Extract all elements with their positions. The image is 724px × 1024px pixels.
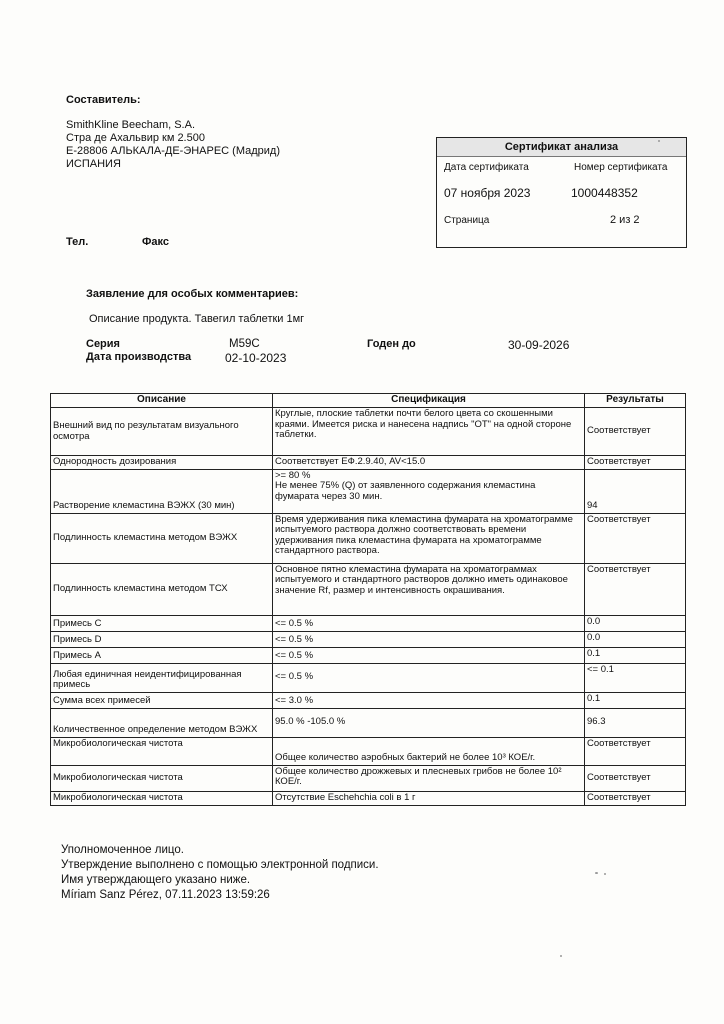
row-description: Микробиологическая чистота — [51, 791, 273, 805]
row-specification: >= 80 % Не менее 75% (Q) от заявленного содержания клемастина фумарата через 30 мин. — [273, 469, 585, 513]
production-value: 02-10-2023 — [225, 351, 287, 365]
row-specification: Общее количество дрожжевых и плесневых грибов не более 10² КОЕ/г. — [273, 765, 585, 791]
certificate-date-label: Дата сертификата — [444, 162, 529, 173]
row-description: Примесь D — [51, 631, 273, 647]
scan-speck — [604, 873, 606, 875]
row-result: Соответствует — [585, 563, 686, 615]
signature-line-3: Имя утверждающего указано ниже. — [61, 874, 251, 886]
composer-line-3: E-28806 АЛЬКАЛА-ДЕ-ЭНАРЕС (Мадрид) — [66, 145, 281, 157]
row-description: Микробиологическая чистота — [51, 765, 273, 791]
table-row — [51, 631, 686, 647]
table-row — [51, 791, 686, 805]
phone-label: Тел. — [66, 236, 89, 248]
row-result: Соответствует — [585, 408, 686, 456]
row-result: 0.1 — [585, 692, 686, 708]
signature-block — [61, 843, 379, 903]
row-description: Примесь C — [51, 615, 273, 631]
composer-heading: Составитель: — [66, 94, 141, 106]
statement-heading: Заявление для особых комментариев: — [86, 288, 299, 300]
results-table — [50, 393, 686, 806]
row-description: Растворение клемастина ВЭЖХ (30 мин) — [51, 469, 273, 513]
row-specification: Отсутствие Eschehchia coli в 1 г — [273, 791, 585, 805]
certificate-box — [436, 137, 687, 248]
expiry-value: 30-09-2026 — [508, 338, 570, 352]
row-result: Соответствует — [585, 456, 686, 470]
table-row — [51, 737, 686, 765]
row-description: Подлинность клемастина методом ТСХ — [51, 563, 273, 615]
composer-line-4: ИСПАНИЯ — [66, 158, 121, 170]
signature-line-1: Уполномоченное лицо. — [61, 844, 184, 856]
row-result: <= 0.1 — [585, 663, 686, 692]
scan-speck — [658, 140, 660, 142]
row-specification: <= 3.0 % — [273, 692, 585, 708]
header-description: Описание — [51, 394, 273, 408]
product-description: Описание продукта. Тавегил таблетки 1мг — [89, 313, 305, 325]
row-description: Примесь A — [51, 647, 273, 663]
row-result: 0.0 — [585, 615, 686, 631]
table-row — [51, 615, 686, 631]
row-description: Микробиологическая чистота — [51, 737, 273, 765]
fax-label: Факс — [142, 236, 169, 248]
row-description: Количественное определение методом ВЭЖХ — [51, 708, 273, 737]
row-result: 96.3 — [585, 708, 686, 737]
certificate-date-value: 07 ноября 2023 — [444, 186, 531, 200]
row-specification: <= 0.5 % — [273, 615, 585, 631]
certificate-title: Сертификат анализа — [437, 138, 686, 157]
series-label: Серия — [86, 338, 120, 350]
certificate-number-value: 1000448352 — [571, 186, 638, 200]
row-description: Любая единичная неидентифицированная примесь — [51, 663, 273, 692]
table-row — [51, 408, 686, 456]
series-value: M59C — [229, 338, 260, 350]
table-row — [51, 692, 686, 708]
row-result: Соответствует — [585, 737, 686, 765]
table-row — [51, 708, 686, 737]
signature-line-2: Утверждение выполнено с помощью электронной подписи. — [61, 859, 379, 871]
row-description: Внешний вид по результатам визуального осмотра — [51, 408, 273, 456]
signature-line-4: Míriam Sanz Pérez, 07.11.2023 13:59:26 — [61, 889, 270, 901]
certificate-page-value: 2 из 2 — [610, 214, 640, 226]
expiry-label: Годен до — [367, 338, 416, 350]
scan-speck — [560, 955, 562, 957]
table-row — [51, 663, 686, 692]
row-specification: <= 0.5 % — [273, 647, 585, 663]
table-row — [51, 513, 686, 563]
table-row — [51, 456, 686, 470]
row-result: 0.0 — [585, 631, 686, 647]
row-description: Однородность дозирования — [51, 456, 273, 470]
row-description: Сумма всех примесей — [51, 692, 273, 708]
row-description: Подлинность клемастина методом ВЭЖХ — [51, 513, 273, 563]
header-results: Результаты — [585, 394, 686, 408]
scan-speck — [595, 872, 598, 874]
table-header-row — [51, 394, 686, 408]
row-result: Соответствует — [585, 513, 686, 563]
row-specification: Время удерживания пика клемастина фумарата на хроматограмме испытуемого раствора должно соответствовать времени удерживания пика клемастина фумарата на хроматограмме стандартного раствора. — [273, 513, 585, 563]
row-result: Соответствует — [585, 765, 686, 791]
composer-line-1: SmithKline Beecham, S.A. — [66, 119, 196, 131]
row-result: 94 — [585, 469, 686, 513]
row-specification: Круглые, плоские таблетки почти белого цвета со скошенными краями. Имеется риска и нанесена надпись "OT" на одной стороне таблетки. — [273, 408, 585, 456]
row-specification: Соответствует ЕФ.2.9.40, AV<15.0 — [273, 456, 585, 470]
table-row — [51, 563, 686, 615]
table-row — [51, 647, 686, 663]
row-specification: 95.0 % -105.0 % — [273, 708, 585, 737]
certificate-number-label: Номер сертификата — [574, 162, 668, 173]
table-row — [51, 765, 686, 791]
row-specification: Общее количество аэробных бактерий не более 10³ КОЕ/г. — [273, 737, 585, 765]
row-specification: Основное пятно клемастина фумарата на хроматограммах испытуемого и стандартного растворов должно иметь одинаковое значение Rf, размер и интенсивность окрашивания. — [273, 563, 585, 615]
row-specification: <= 0.5 % — [273, 663, 585, 692]
row-result: 0.1 — [585, 647, 686, 663]
table-row — [51, 469, 686, 513]
composer-line-2: Стра де Ахальвир км 2.500 — [66, 132, 205, 144]
row-specification: <= 0.5 % — [273, 631, 585, 647]
certificate-page-label: Страница — [444, 215, 490, 226]
row-result: Соответствует — [585, 791, 686, 805]
header-specification: Спецификация — [273, 394, 585, 408]
production-label: Дата производства — [86, 351, 192, 363]
